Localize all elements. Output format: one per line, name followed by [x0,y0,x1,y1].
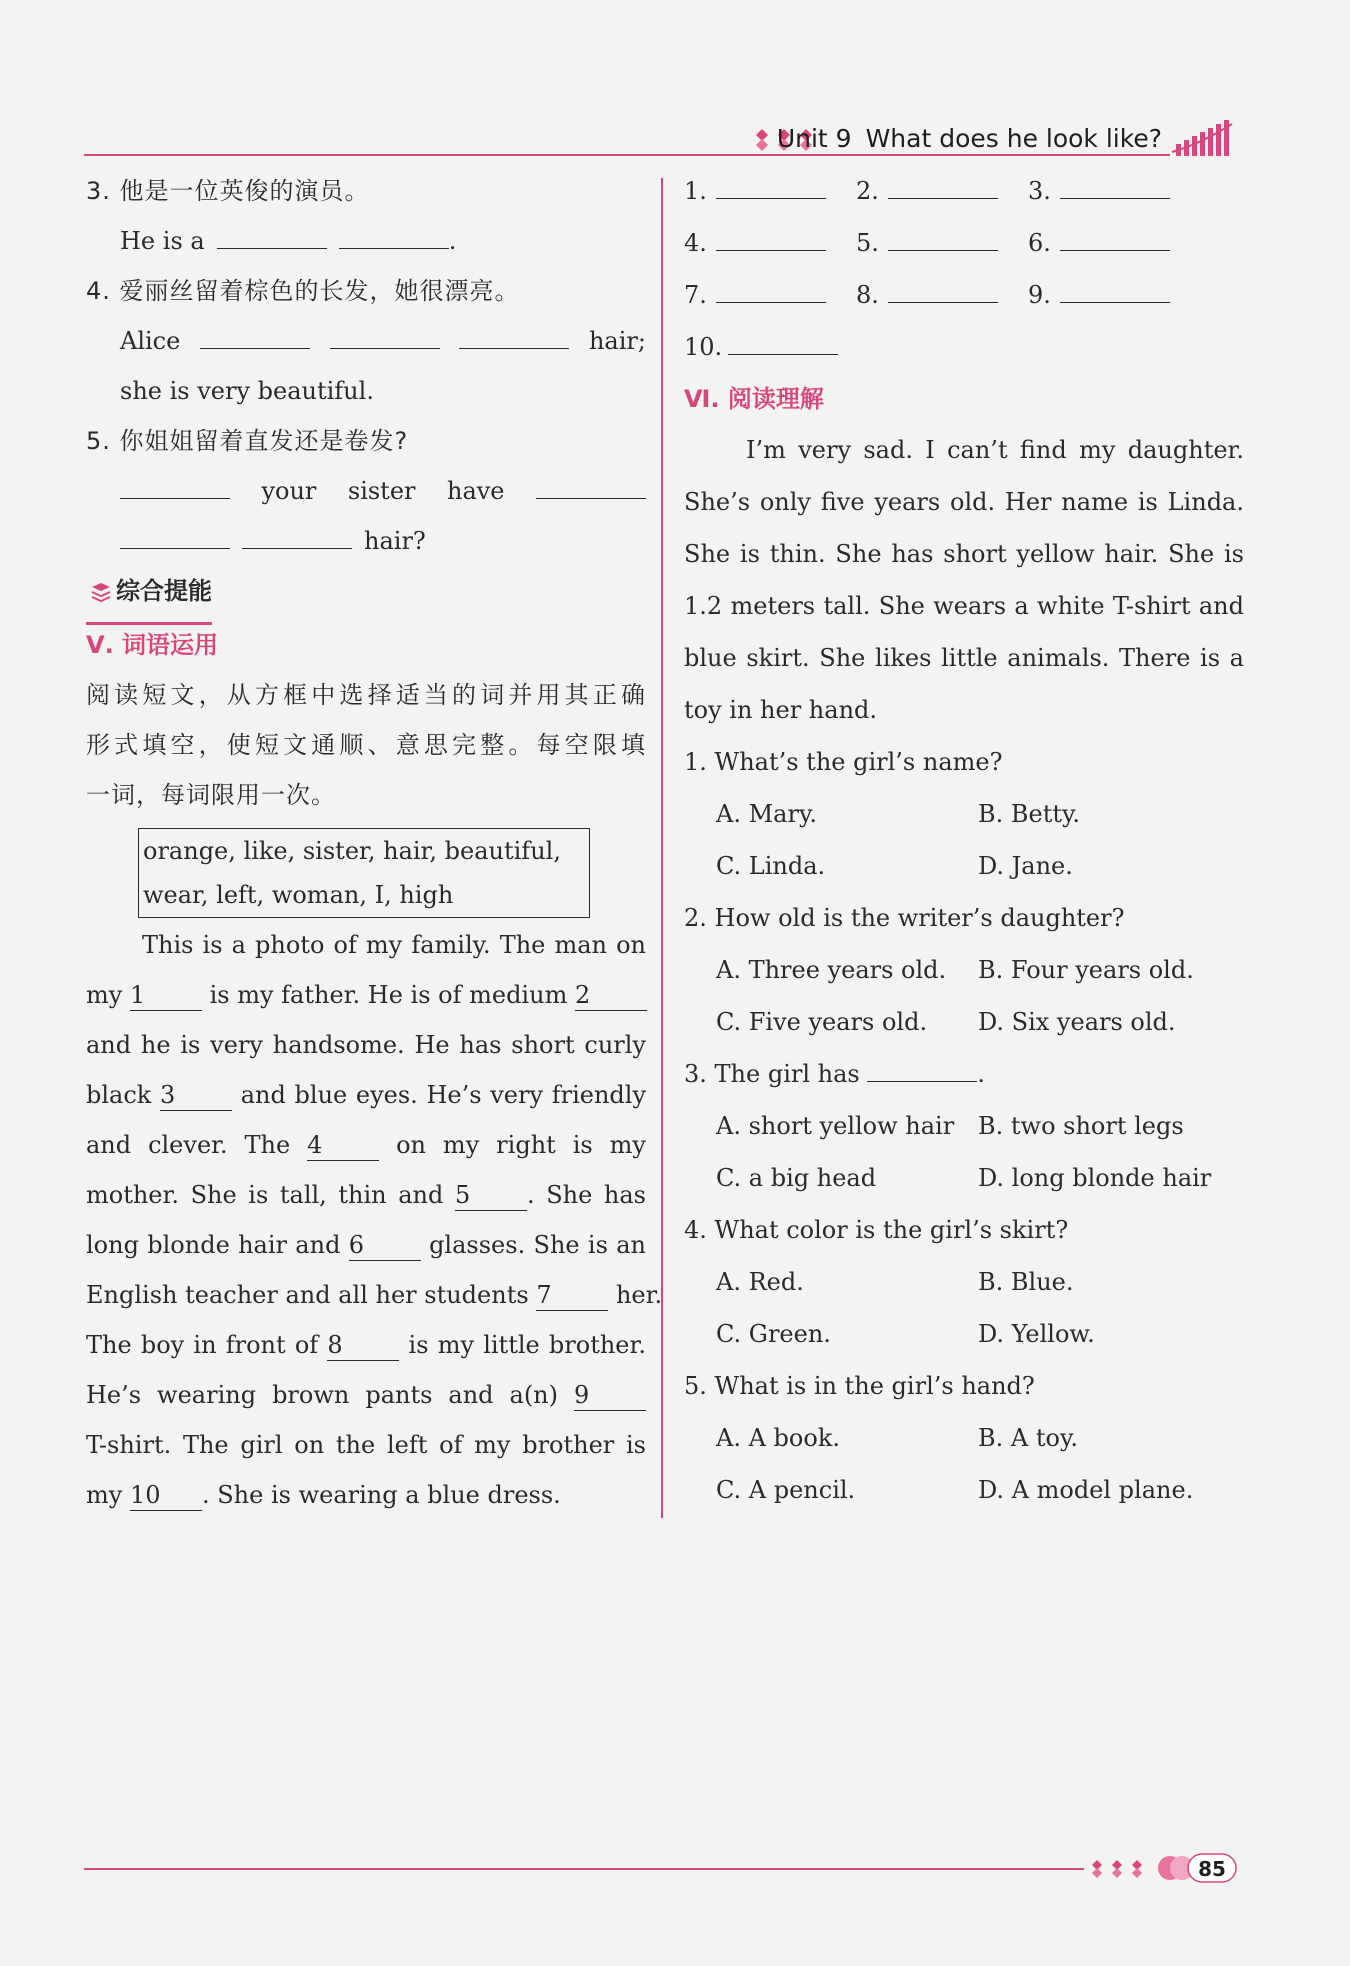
passage-line: black 3 and blue eyes. He’s very friendly [86,1081,646,1109]
option-c[interactable]: C. Linda. [716,852,826,880]
q5-suffix: hair? [364,527,426,555]
page-number: 85 [1198,1857,1226,1881]
answer-row [684,166,1244,218]
header-rule [84,154,1170,156]
passage-line: T-shirt. The girl on the left of my brother is [86,1431,646,1459]
translation-q5: 5. 你姐姐留着直发还是卷发? [86,427,409,455]
option-c[interactable]: C. Green. [716,1320,831,1348]
instruction-line: 阅读短文，从方框中选择适当的词并用其正确 [86,681,646,709]
reading-line: I’m very sad. I can’t find my daughter. [746,436,1244,464]
passage-line: and clever. The 4 on my right is my [86,1131,646,1159]
translation-q5-answer-2 [86,516,646,566]
unit-label: Unit 9 [776,124,852,153]
passage-line: mother. She is tall, thin and 5 . She has [86,1181,646,1209]
comprehensive-section-badge [86,570,646,620]
unit-title [777,124,1162,153]
option-b[interactable]: B. Betty. [978,800,1081,828]
reading-line: 1.2 meters tall. She wears a white T-shirt and [684,592,1244,620]
answer-label: 1. [684,177,707,205]
answer-blank[interactable] [459,325,569,349]
passage-line: He’s wearing brown pants and a(n) 9 [86,1370,646,1420]
option-a[interactable]: A. Red. [716,1268,804,1296]
passage-line: my 10 . She is wearing a blue dress. [86,1481,561,1509]
answer-blank[interactable] [217,225,327,249]
answer-blank[interactable] [1060,279,1170,303]
passage-line: and he is very handsome. He has short curly [86,1031,646,1059]
option-c[interactable]: C. a big head [716,1164,877,1192]
answer-blank[interactable] [716,227,826,251]
left-column [86,166,663,1520]
right-column [684,166,1244,1516]
option-a[interactable]: A. A book. [716,1424,840,1452]
footer-rule [84,1868,1084,1870]
option-a[interactable]: A. Three years old. [716,956,947,984]
option-b[interactable]: B. A toy. [978,1424,1078,1452]
section-6-title: Ⅵ. 阅读理解 [684,385,824,413]
comprehensive-label: 综合提能 [116,576,212,605]
cloze-gap[interactable]: 9 [574,1381,646,1411]
translation-q4-answer [86,316,646,366]
cloze-gap[interactable]: 1 [130,981,202,1011]
answer-label: 7. [684,281,707,309]
option-b[interactable]: B. Four years old. [978,956,1194,984]
translation-q5-answer [86,466,646,516]
question-text: 1. What’s the girl’s name? [684,748,1003,776]
answer-blank[interactable] [1060,175,1170,199]
option-c[interactable]: C. Five years old. [716,1008,928,1036]
q4-line2: she is very beautiful. [120,377,374,405]
answer-row [684,270,1244,322]
option-c[interactable]: C. A pencil. [716,1476,856,1504]
q5-word2: sister [347,477,416,505]
page-header [84,118,1240,158]
section-5-instructions [86,670,646,820]
question-2 [684,892,1244,1048]
answer-blank[interactable] [888,175,998,199]
reading-passage [684,424,1244,736]
option-d[interactable]: D. Six years old. [978,1008,1176,1036]
answer-blank[interactable] [728,331,838,355]
question-1 [684,736,1244,892]
cloze-passage [86,920,663,1520]
reading-line: She’s only five years old. Her name is Linda. [684,488,1244,516]
layers-icon [90,581,112,603]
answer-label: 10. [684,333,723,361]
cloze-gap[interactable]: 5 [455,1181,527,1211]
option-a[interactable]: A. Mary. [716,800,817,828]
passage-line: This is a photo of my family. The man on [142,931,646,959]
answer-blank[interactable] [120,525,230,549]
reading-line: blue skirt. She likes little animals. There is a [684,644,1244,672]
answer-blank[interactable] [339,225,449,249]
word-box-line: orange, like, sister, hair, beautiful, [143,837,561,865]
passage-line: my 1 is my father. He is of medium 2 [86,970,646,1020]
option-a[interactable]: A. short yellow hair [716,1112,955,1140]
option-d[interactable]: D. long blonde hair [978,1164,1212,1192]
answer-blank[interactable] [120,475,230,499]
translation-q3-answer [86,216,646,266]
answer-blank[interactable] [1060,227,1170,251]
translation-q4: 4. 爱丽丝留着棕色的长发，她很漂亮。 [86,277,520,305]
diamonds-icon [1090,1858,1150,1880]
q5-word1: your [261,477,317,505]
answer-blank[interactable] [888,227,998,251]
answer-label: 2. [856,177,879,205]
option-b[interactable]: B. Blue. [978,1268,1074,1296]
q4-suffix: hair; [588,327,646,355]
answer-label: 9. [1028,281,1051,309]
translation-q3: 3. 他是一位英俊的演员。 [86,177,370,205]
cloze-gap[interactable]: 3 [160,1081,232,1111]
passage-line: long blonde hair and 6 glasses. She is an [86,1231,646,1259]
cloze-gap[interactable]: 2 [575,981,647,1011]
option-d[interactable]: D. Yellow. [978,1320,1095,1348]
option-d[interactable]: D. A model plane. [978,1476,1194,1504]
word-box [138,828,590,918]
cloze-gap[interactable]: 4 [307,1131,379,1161]
cloze-gap[interactable]: 6 [349,1231,421,1261]
answer-label: 5. [856,229,879,257]
question-text: 5. What is in the girl’s hand? [684,1372,1035,1400]
answer-blank[interactable] [200,325,310,349]
q3-suffix: . [448,227,457,255]
word-box-line: wear, left, woman, I, high [143,881,454,909]
q5-word3: have [446,477,505,505]
section-5-title: Ⅴ. 词语运用 [86,631,219,659]
question-4 [684,1204,1244,1360]
question-3 [684,1048,1244,1204]
question-text: 4. What color is the girl’s skirt? [684,1216,1069,1244]
answer-row [684,322,1244,374]
column-divider [661,178,663,1518]
question-text: 2. How old is the writer’s daughter? [684,904,1125,932]
instruction-line: 形式填空，使短文通顺、意思完整。每空限填 [86,731,646,759]
answer-blank[interactable] [867,1058,977,1082]
answer-label: 6. [1028,229,1051,257]
bar-graph-icon [1170,118,1240,158]
answer-blank[interactable] [330,325,440,349]
option-b[interactable]: B. two short legs [978,1112,1184,1140]
answer-row [684,218,1244,270]
answer-blank[interactable] [242,525,352,549]
answer-blank[interactable] [716,175,826,199]
answer-label: 8. [856,281,879,309]
answer-blank[interactable] [888,279,998,303]
reading-line: She is thin. She has short yellow hair. She is [684,540,1244,568]
q4-prefix: Alice [120,327,181,355]
option-d[interactable]: D. Jane. [978,852,1073,880]
passage-line: The boy in front of 8 is my little brother. [86,1331,646,1359]
answer-blank[interactable] [536,475,646,499]
answer-label: 3. [1028,177,1051,205]
question-5 [684,1360,1244,1516]
cloze-gap[interactable]: 8 [327,1331,399,1361]
passage-line: English teacher and all her students 7 her. [86,1281,663,1309]
cloze-gap[interactable]: 10 [130,1481,202,1511]
unit-question: What does he look like? [865,124,1162,153]
instruction-line: 一词，每词限用一次。 [86,781,336,809]
question-text: 3. The girl has . [684,1060,986,1088]
answer-blank[interactable] [716,279,826,303]
cloze-gap[interactable]: 7 [536,1281,608,1311]
answer-label: 4. [684,229,707,257]
reading-line: toy in her hand. [684,696,878,724]
q3-prefix: He is a [120,227,205,255]
